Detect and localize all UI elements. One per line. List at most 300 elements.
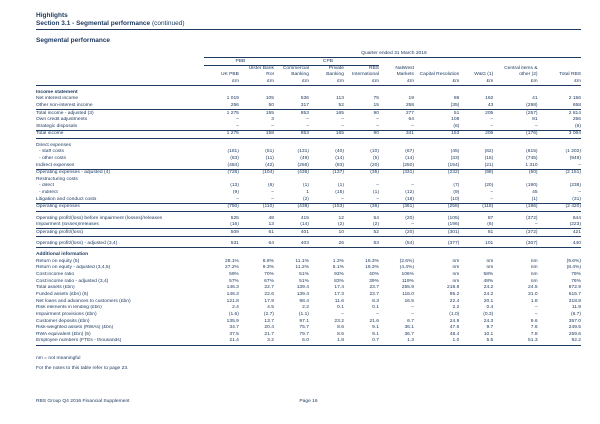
row-value: 1 310 <box>525 162 538 168</box>
row-label: - direct <box>39 183 54 189</box>
row-value: 1 275 <box>204 130 239 138</box>
row-value: – <box>236 196 239 202</box>
row-value: nm <box>530 265 538 271</box>
row-value: – <box>411 311 414 317</box>
row-value: 146.3 <box>226 291 239 297</box>
row-value: 341 <box>379 130 414 138</box>
row-value: 3.2 <box>239 338 274 345</box>
row-value: 27.2% <box>225 265 239 271</box>
row-value: 79.7 <box>299 331 309 337</box>
row-value: (7) <box>453 183 460 189</box>
table-row <box>36 278 581 285</box>
row-label: Total income <box>36 130 204 138</box>
row-value: (20) <box>405 215 414 221</box>
row-value: 165 <box>309 110 344 117</box>
row-value: 54 <box>373 215 379 221</box>
row-value: (2) <box>372 222 379 228</box>
row-value: (6) <box>575 123 581 129</box>
row-value: (18) <box>405 196 414 202</box>
table-row <box>36 102 581 109</box>
row-value: 531 <box>204 236 239 247</box>
row-value: 11.6 <box>334 298 344 304</box>
row-value: 1 019 <box>226 96 239 102</box>
row-label: Risk elements in lending (£bn) <box>36 305 102 311</box>
table-row <box>36 229 581 237</box>
row-value: 8.6 <box>337 325 344 331</box>
row-value: 17.3 <box>334 291 344 297</box>
row-value: 536 <box>300 96 309 102</box>
row-value: (258) <box>414 203 459 211</box>
row-value: (21) <box>484 162 494 168</box>
row-value: 64 <box>408 117 414 123</box>
row-value: 48.4 <box>449 331 460 337</box>
row-value: – <box>376 117 379 123</box>
row-value: 90 <box>344 110 379 117</box>
row-value: 9.1 <box>372 331 379 337</box>
unit-label: £m <box>344 78 379 85</box>
row-value: (9) <box>232 190 239 196</box>
row-value: (33) <box>450 155 460 161</box>
column-header-row <box>36 65 581 78</box>
row-value: (35) <box>344 169 379 176</box>
group-header-cpb: CPB <box>274 58 379 66</box>
row-value: 5.5 <box>459 338 493 345</box>
row-value: – <box>236 123 239 129</box>
row-value: 106% <box>401 272 414 278</box>
row-value: (5) <box>372 155 379 161</box>
row-value: (9) <box>453 190 460 196</box>
unit-label: £m <box>309 78 344 85</box>
table-row <box>36 222 581 229</box>
row-value: (13) <box>230 183 239 189</box>
segmental-performance-table <box>36 50 581 345</box>
row-value: 13 <box>268 222 274 228</box>
row-value: (14) <box>405 155 414 161</box>
row-value: 0.1 <box>372 305 379 311</box>
row-label: - other costs <box>39 155 66 161</box>
row-value: – <box>341 196 344 202</box>
row-value: (438) <box>274 203 309 211</box>
row-value: – <box>306 123 309 129</box>
row-value: (361) <box>379 203 414 211</box>
row-value: (2.7) <box>263 311 274 317</box>
table-row <box>36 149 581 156</box>
row-value: – <box>490 190 494 196</box>
row-value: (9.6%) <box>566 258 581 264</box>
row-value: 0.1 <box>337 305 344 311</box>
row-value: 26 <box>309 236 344 247</box>
row-value: (2 420) <box>538 203 581 211</box>
row-value: 658 <box>572 102 581 108</box>
unit-label: £m <box>414 78 459 85</box>
row-label: Net loans and advances to customers (£bn) <box>36 298 131 304</box>
unit-row <box>36 78 581 85</box>
row-value: (377) <box>414 236 459 247</box>
row-value: 1.8 <box>530 298 538 304</box>
row-value: (196) <box>493 203 537 211</box>
row-value: nm <box>452 265 460 271</box>
row-label: Cost:income ratio - adjusted (3,4) <box>36 278 109 284</box>
row-value: (42) <box>265 162 274 168</box>
row-value: 853 <box>274 130 309 138</box>
table-row <box>36 291 581 298</box>
row-label: Other non-interest income <box>36 102 93 108</box>
unit-label: £m <box>239 78 274 85</box>
row-value: (54) <box>379 236 414 247</box>
table-row <box>36 169 581 176</box>
group-header-pbb: PBB <box>204 58 274 66</box>
row-value: – <box>341 311 344 317</box>
row-value: 525 <box>230 215 239 221</box>
row-value: – <box>411 123 414 129</box>
row-value: (4.4%) <box>399 265 414 271</box>
table-row <box>36 305 581 312</box>
spacer-cell <box>379 58 414 66</box>
row-value: 318.8 <box>568 298 581 304</box>
row-value: – <box>376 123 379 129</box>
row-label: - indirect <box>39 190 58 196</box>
row-value: (250) <box>402 162 414 168</box>
row-value: 155 <box>239 110 274 117</box>
row-value: (36) <box>344 203 379 211</box>
spacer-cell <box>414 58 459 66</box>
row-value: 45 <box>532 190 538 196</box>
row-value: 3 <box>271 117 274 123</box>
row-value: 256 <box>230 102 239 108</box>
row-value: (153) <box>309 203 344 211</box>
unit-label: £m <box>379 78 414 85</box>
row-value: (110) <box>239 203 274 211</box>
column-header: Central items & other (2) <box>504 66 538 77</box>
row-value: 51.3 <box>493 338 537 345</box>
period-header: Quarter ended 31 March 2016 <box>204 50 581 57</box>
row-value: 256 <box>572 117 581 123</box>
row-value: (6) <box>267 183 274 189</box>
row-value: 139.4 <box>296 285 309 291</box>
column-header: UK PBB <box>220 71 239 77</box>
row-value: nm <box>452 258 460 264</box>
row-value: (6) <box>487 222 494 228</box>
table-header <box>36 50 581 85</box>
row-value: 3 064 <box>538 130 581 138</box>
row-value: 17.9 <box>264 298 274 304</box>
row-label: Own credit adjustments <box>36 117 88 123</box>
row-value: (6) <box>453 123 460 129</box>
row-value: 6.7 <box>407 318 414 324</box>
row-value: 259.6 <box>568 331 581 337</box>
row-value: 1 <box>306 190 309 196</box>
column-header: NatWest Markets <box>395 66 414 77</box>
table-row <box>36 285 581 292</box>
table-row <box>36 236 581 247</box>
row-value: (98) <box>459 169 493 176</box>
row-value: – <box>490 117 494 123</box>
row-value: 7.8 <box>530 331 538 337</box>
row-value: (131) <box>297 149 309 155</box>
row-value: (1.6) <box>228 311 239 317</box>
footer-doc-title: RBS Group Q4 2016 Financial Supplement <box>36 399 130 404</box>
unit-label: £m <box>459 78 493 85</box>
row-value: 98.4 <box>299 298 309 304</box>
row-value: 146.3 <box>226 285 239 291</box>
row-value: (20) <box>484 183 494 189</box>
spacer-cell <box>36 50 204 57</box>
row-value: 86 <box>453 96 460 102</box>
row-value: (745) <box>526 155 538 161</box>
table-row <box>36 203 581 211</box>
row-value: – <box>534 123 538 129</box>
row-value: (40) <box>335 149 344 155</box>
row-value: (104) <box>239 169 274 176</box>
row-value: (331) <box>379 169 414 176</box>
row-value: 158 <box>239 130 274 138</box>
row-value: 1.3% <box>332 258 344 264</box>
row-value: (949) <box>569 155 581 161</box>
row-value: 17.4 <box>334 285 344 291</box>
row-value: – <box>534 222 538 228</box>
table-row <box>36 162 581 169</box>
row-value: (154) <box>447 162 460 168</box>
row-value: 24.3 <box>483 318 494 324</box>
row-value: 1 275 <box>204 110 239 117</box>
row-value: 401 <box>274 229 309 237</box>
row-value: 9.1 <box>372 325 379 331</box>
row-value: 53 <box>344 236 379 247</box>
row-value: (238) <box>569 183 581 189</box>
row-value: nm <box>452 278 460 284</box>
row-value: 205 <box>459 130 493 138</box>
row-value: (118) <box>459 203 493 211</box>
row-value: 9.3% <box>262 265 274 271</box>
row-value: 162 <box>485 96 494 102</box>
row-value: 2 814 <box>538 110 581 117</box>
row-value: (15) <box>484 155 494 161</box>
unit-label: £m <box>493 78 537 85</box>
row-value: (16) <box>230 222 239 228</box>
row-value: (2) <box>302 196 309 202</box>
row-label: Restructuring costs <box>36 176 78 182</box>
row-value: nm <box>452 272 460 278</box>
row-value: 90 <box>344 130 379 138</box>
row-value: (20) <box>370 162 379 168</box>
section-heading <box>36 20 581 30</box>
row-value: – <box>534 305 538 311</box>
column-header: Commercial Banking <box>282 66 309 77</box>
row-value: 67% <box>264 278 274 284</box>
row-value: (301) <box>414 229 459 237</box>
row-value: 24.5 <box>528 285 538 291</box>
row-value: (6.7) <box>570 311 581 317</box>
row-value: (63) <box>230 155 239 161</box>
row-value: (176) <box>493 130 537 138</box>
row-value: 10 <box>309 229 344 237</box>
row-value: (8.4%) <box>566 265 581 271</box>
row-value: (1) <box>302 183 309 189</box>
row-value: 317 <box>300 102 309 108</box>
row-value: – <box>534 311 538 317</box>
row-value: – <box>411 305 414 311</box>
row-value: 13.7 <box>264 318 274 324</box>
spacer-cell <box>36 78 204 85</box>
row-value: 121.8 <box>226 298 239 304</box>
row-value: (307) <box>493 236 537 247</box>
row-value: 81 <box>532 117 538 123</box>
row-value: (2.6%) <box>399 258 414 264</box>
row-label: - staff costs <box>39 149 64 155</box>
row-value: 116.0 <box>402 291 414 297</box>
row-value: 39% <box>369 278 379 284</box>
row-value: 75.7 <box>299 325 309 331</box>
row-value: (298) <box>526 102 538 108</box>
row-value: 9.6 <box>530 318 538 324</box>
row-value: 101 <box>459 236 493 247</box>
row-value: (1.1) <box>298 311 309 317</box>
row-label: Employee numbers (FTEs - thousands) <box>36 338 204 345</box>
row-value: (20) <box>379 229 414 237</box>
row-value: (0.3) <box>483 311 494 317</box>
row-value: 2.2 <box>302 305 309 311</box>
row-value: 105 <box>265 96 274 102</box>
table-row <box>36 130 581 138</box>
table-row <box>36 96 581 103</box>
group-header-row <box>36 58 581 66</box>
table-title: Segmental performance <box>36 37 111 45</box>
row-value: nm <box>530 258 538 264</box>
row-value: 108 <box>451 117 460 123</box>
column-header: Total RBS <box>559 71 581 77</box>
row-value: 48% <box>483 278 494 284</box>
row-label: Impairment provisions (£bn) <box>36 311 97 317</box>
row-value: (190) <box>526 183 538 189</box>
row-label: Risk-weighted assets (RWAs) (£bn) <box>36 325 114 331</box>
row-label: Impairment (losses)/releases <box>36 222 99 228</box>
row-value: – <box>376 196 379 202</box>
row-value: 119% <box>401 278 414 284</box>
row-value: 19 <box>408 96 414 102</box>
table-notes <box>36 354 581 375</box>
table-body <box>36 85 581 345</box>
row-value: (615) <box>526 149 538 155</box>
row-value: 357.0 <box>568 318 581 324</box>
row-label: Funded assets (£bn) (6) <box>36 291 89 297</box>
spacer-cell <box>493 58 537 66</box>
row-value: (1.0) <box>449 311 460 317</box>
table-row <box>36 265 581 272</box>
row-value: (256) <box>297 162 309 168</box>
row-value: 0.7 <box>344 338 379 345</box>
spacer-cell <box>36 58 204 66</box>
row-value: (223) <box>569 222 581 228</box>
table-row <box>36 272 581 279</box>
row-value: (196) <box>447 222 460 228</box>
column-header: Ulster Bank RoI <box>248 66 274 77</box>
row-value: 21.6 <box>369 318 379 324</box>
row-value: (484) <box>227 162 239 168</box>
row-value: 34.7 <box>229 325 239 331</box>
row-value: 70% <box>264 272 274 278</box>
row-value: (750) <box>204 203 239 211</box>
row-value: 48 <box>268 215 274 221</box>
row-value: 37.5 <box>229 331 239 337</box>
row-value: 24.2 <box>483 291 494 297</box>
row-value: – <box>578 190 581 196</box>
row-value: 12 <box>338 215 344 221</box>
row-value: (11) <box>265 155 274 161</box>
row-value: – <box>271 190 274 196</box>
row-value: 2.2 <box>452 305 460 311</box>
row-label: Total income - adjusted (3) <box>36 110 204 117</box>
row-value: 79% <box>571 272 581 278</box>
row-value: – <box>376 311 379 317</box>
row-value: 10.1 <box>483 331 494 337</box>
row-value: (35) <box>450 102 460 108</box>
footer-page-number: Page 16 <box>299 399 318 404</box>
row-value: (232) <box>414 169 459 176</box>
row-value: nm <box>530 272 538 278</box>
table-row <box>36 318 581 325</box>
row-value: (2 151) <box>538 169 581 176</box>
row-value: 22.7 <box>264 285 274 291</box>
row-value: 22.4 <box>449 298 460 304</box>
row-value: (10) <box>450 196 460 202</box>
row-value: 16.3% <box>365 258 379 264</box>
row-value: 93% <box>334 272 344 278</box>
row-value: 23.7 <box>369 291 379 297</box>
table-row <box>36 196 581 203</box>
row-value: – <box>411 222 414 228</box>
row-value: 50 <box>268 102 274 108</box>
row-value: 16.5 <box>404 298 414 304</box>
row-value: (14) <box>335 155 344 161</box>
row-value: 9.7 <box>486 325 494 331</box>
row-value: 20.1 <box>483 298 494 304</box>
table-row <box>36 110 581 117</box>
row-value: nm <box>530 278 538 284</box>
spacer-cell <box>538 58 581 66</box>
row-value: (10) <box>370 149 379 155</box>
row-value: 139.4 <box>296 291 309 297</box>
row-value: nm <box>486 258 494 264</box>
table-row <box>36 258 581 265</box>
table-row <box>36 155 581 162</box>
row-value: 28.1% <box>225 258 239 264</box>
section-title-row <box>36 248 581 259</box>
row-value: 11.2% <box>295 265 309 271</box>
row-value: 415 <box>300 215 309 221</box>
table-row <box>36 190 581 197</box>
row-label: Operating expenses <box>36 203 204 211</box>
row-value: nm <box>486 265 494 271</box>
row-value: (67) <box>405 149 414 155</box>
row-value: – <box>306 117 309 123</box>
row-label: Return on equity (5) <box>36 258 80 264</box>
note-nm: nm = not meaningful <box>36 355 81 361</box>
row-value: 1.3 <box>379 338 414 345</box>
row-value: – <box>236 117 239 123</box>
row-label: Customer deposits (£bn) <box>36 318 90 324</box>
row-value: 75 <box>373 96 379 102</box>
row-value: 0.4 <box>486 305 494 311</box>
row-label: Indirect expenses <box>36 162 75 168</box>
row-value: 24.2 <box>483 285 494 291</box>
row-value: 87 <box>487 215 494 221</box>
row-label: Return on equity - adjusted (3,4,5) <box>36 265 111 271</box>
row-value: 21.7 <box>264 331 274 337</box>
row-label: Total assets (£bn) <box>36 285 75 291</box>
section-title: Income statement <box>36 89 78 95</box>
section-heading-bold: Section 3.1 - Segmental performance <box>36 20 151 28</box>
row-value: 135.9 <box>226 318 239 324</box>
